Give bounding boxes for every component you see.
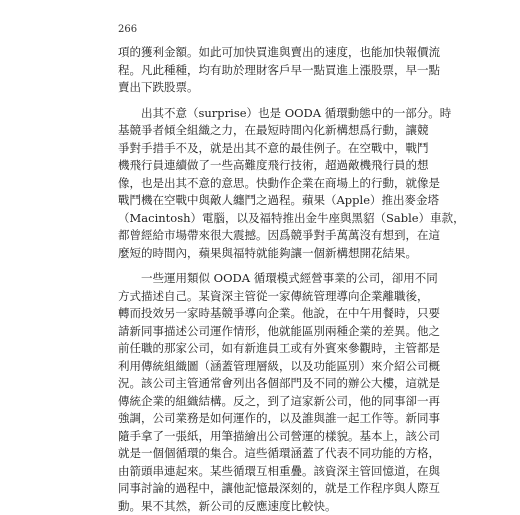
text-line: 像，也是出其不意的意思。快動作企業在商場上的行動，就像是 <box>118 175 418 193</box>
text-line: 就是一個個循環的集合。這些循環涵蓋了代表不同功能的方格， <box>118 445 418 463</box>
text-line: 基競爭者傾全組織之力，在最短時間內化新構想爲行動，讓競 <box>118 122 418 140</box>
text-line: 同事討論的過程中，讓他記憶最深刻的，就是工作程序與人際互 <box>118 480 418 498</box>
text-line: 爭對手措手不及，就是出其不意的最佳例子。在空戰中，戰鬥 <box>118 140 418 158</box>
text-line: 賣出下跌股票。 <box>118 79 418 97</box>
body-text <box>118 44 418 515</box>
paragraph-3 <box>118 270 418 515</box>
paragraph-2 <box>118 105 418 263</box>
text-line: 方式描述自己。某資深主管從一家傳統管理導向企業離職後， <box>118 288 418 306</box>
text-line: 轉而投效另一家時基競爭導向企業。他說，在中午用餐時，只要 <box>118 305 418 323</box>
text-line: 一些運用類似 OODA 循環模式經營事業的公司，卻用不同 <box>118 270 418 288</box>
text-line: 前任職的那家公司，如有新進員工或有外賓來參觀時，主管都是 <box>118 340 418 358</box>
text-line: 戰鬥機在空戰中與敵人纏鬥之過程。蘋果（Apple）推出麥金塔 <box>118 192 418 210</box>
paragraph-1 <box>118 44 418 97</box>
text-line: 強調，公司業務是如何運作的，以及誰與誰一起工作等。新同事 <box>118 410 418 428</box>
text-line: （Macintosh）電腦，以及福特推出金牛座與黑貂（Sable）車款， <box>118 210 418 228</box>
text-line: 動。果不其然，新公司的反應速度比較快。 <box>118 498 418 515</box>
text-line: 隨手拿了一張紙，用筆描繪出公司營運的樣貌。基本上，該公司 <box>118 428 418 446</box>
text-line: 都曾經給市場帶來很大震撼。因爲競爭對手萬萬沒有想到，在這 <box>118 227 418 245</box>
text-line: 傳統企業的組織結構。反之，到了這家新公司，他的同事卻一再 <box>118 393 418 411</box>
text-line: 利用傳統組織圖（涵蓋管理層級，以及功能區別）來介紹公司概 <box>118 358 418 376</box>
text-line: 出其不意（surprise）也是 OODA 循環動態中的一部分。時 <box>118 105 418 123</box>
paragraph-gap <box>118 97 418 105</box>
page-number: 266 <box>118 24 137 35</box>
text-line: 麼短的時間內，蘋果與福特就能夠讓一個新構想開花結果。 <box>118 245 418 263</box>
text-line: 程。凡此種種，均有助於理財客戶早一點買進上漲股票，早一點 <box>118 62 418 80</box>
text-line: 機飛行員連續做了一些高難度飛行技術，超過敵機飛行員的想 <box>118 157 418 175</box>
text-line: 況。該公司主管通常會列出各個部門及不同的辦公大樓，這就是 <box>118 375 418 393</box>
text-line: 由箭頭串連起來。某些循環互相重疊。該資深主管回憶道，在與 <box>118 463 418 481</box>
text-line: 請新同事描述公司運作情形，他就能區別兩種企業的差異。他之 <box>118 323 418 341</box>
text-line: 項的獲利金額。如此可加快買進與賣出的速度，也能加快報價流 <box>118 44 418 62</box>
paragraph-gap <box>118 262 418 270</box>
